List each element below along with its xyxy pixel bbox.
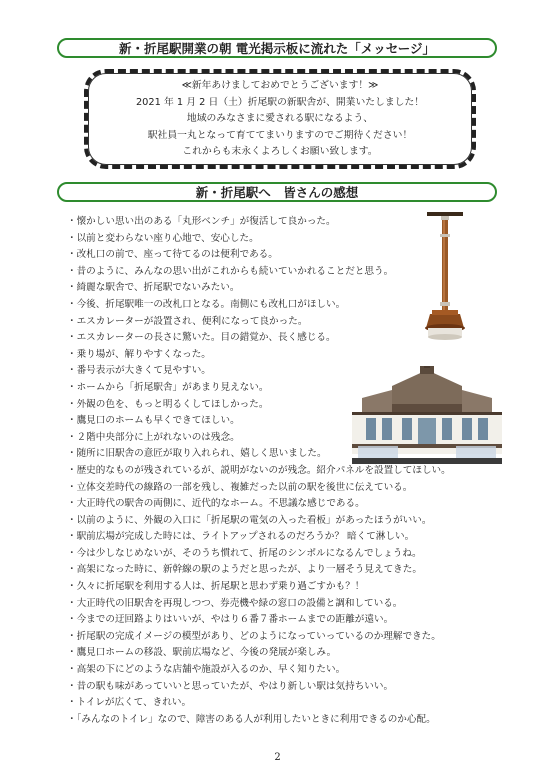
list-item: ・乗り場が、解りやすくなった。 (67, 348, 211, 360)
list-item: ・懐かしい思い出のある「丸形ベンチ」が復活して良かった。 (67, 216, 336, 227)
list-item: ・昔のように、みんなの思い出がこれからも続いていかれることだと思う。 (67, 265, 394, 277)
list-item: ・随所に旧駅舎の意匠が取り入れられ、嬉しく思いました。 (67, 448, 327, 460)
list-item: ・ホームから「折尾駅舎」があまり見えない。 (67, 381, 269, 393)
list-item: ・折尾駅の完成イメージの模型があり、どのようになっていっているのか理解できた。 (67, 630, 441, 642)
list-item: ・今は少しなじめないが、そのうち慣れて、折尾のシンボルになるんでしょうね。 (67, 547, 422, 559)
section-header-impressions-text: 新・折尾駅へ 皆さんの感想 (195, 185, 359, 200)
list-item: ・エスカレーターが設置され、便利になって良かった。 (67, 315, 308, 327)
list-item: ・改札口の前で、座って待てるのは便利である。 (67, 249, 278, 261)
list-item: ・以前のように、外観の入口に「折尾駅の電気の入った看板」があったほうがいい。 (67, 514, 432, 526)
list-item: ・外観の色を、もっと明るくしてほしかった。 (67, 398, 269, 410)
impressions-list (67, 214, 451, 728)
message-line: 2021 年 1 月 2 日（土）折尾駅の新駅舎が、開業いたしました！ (135, 96, 425, 108)
list-item: ・大正時代の駅舎の両側に、近代的なホーム。不思議な感じである。 (67, 498, 365, 510)
message-line: これからも末永くよろしくお願い致します。 (182, 146, 378, 157)
list-item: ・高架の下にどのような店舗や施設が入るのか、早く知りたい。 (67, 664, 346, 676)
list-item: ・２階中央部分に上がれないのは残念。 (67, 431, 240, 443)
list-item: ・綺麗な駅舎で、折尾駅でないみたい。 (67, 282, 240, 294)
list-item: ・鷹見口のホームも早くできてほしい。 (67, 415, 240, 427)
list-item: ・大正時代の旧駅舎を再現しつつ、券売機や緑の窓口の設備と調和している。 (67, 597, 403, 609)
section-header-message-text: 新・折尾駅開業の朝 電光掲示板に流れた「メッセージ」 (118, 41, 436, 56)
list-item: ・昔の駅も味があっていいと思っていたが、やはり新しい駅は気持ちいい。 (67, 680, 394, 692)
section-header-impressions (57, 182, 497, 202)
list-item: ・今後、折尾駅唯一の改札口となる。南側にも改札口がほしい。 (67, 298, 346, 310)
message-line: ≪新年あけましておめでとうございます！≫ (181, 80, 379, 91)
list-item: ・番号表示が大きくて見やすい。 (67, 365, 211, 377)
list-item: ・「みんなのトイレ」なので、障害のある人が利用したいときに利用できるのか心配。 (67, 713, 436, 725)
message-line: 駅社員一丸となって育ててまいりますのでご期待ください！ (147, 129, 413, 141)
list-item: ・駅前広場が完成した時には、ライトアップされるのだろうか？ 暗くて淋しい。 (67, 531, 415, 543)
message-line: 地域のみなさまに愛される駅になるよう、 (186, 113, 374, 124)
message-text (88, 78, 472, 161)
page-number: 2 (274, 752, 281, 763)
list-item: ・歴史的なものが残されているが、説明がないのが残念。紹介パネルを設置してほしい。 (67, 464, 451, 476)
list-item: ・鷹見口ホームの移設、駅前広場など、今後の発展が楽しみ。 (67, 647, 337, 659)
list-item: ・立体交差時代の線路の一部を残し、複雑だった以前の駅を後世に伝えている。 (67, 481, 413, 493)
list-item: ・トイレが広くて、きれい。 (67, 697, 192, 709)
list-item: ・以前と変わらない座り心地で、安心した。 (67, 232, 259, 244)
list-item: ・エスカレーターの長さに驚いた。目の錯覚か、長く感じる。 (67, 332, 336, 344)
list-item: ・久々に折尾駅を利用する人は、折尾駅と思わず乗り過ごすかも？！ (67, 581, 365, 593)
list-item: ・今までの迂回路よりはいいが、やはり６番７番ホームまでの距離が遠い。 (67, 614, 394, 626)
list-item: ・高架になった時に、新幹線の駅のようだと思ったが、より一層そう見えてきた。 (67, 564, 422, 576)
section-header-message (57, 38, 497, 58)
